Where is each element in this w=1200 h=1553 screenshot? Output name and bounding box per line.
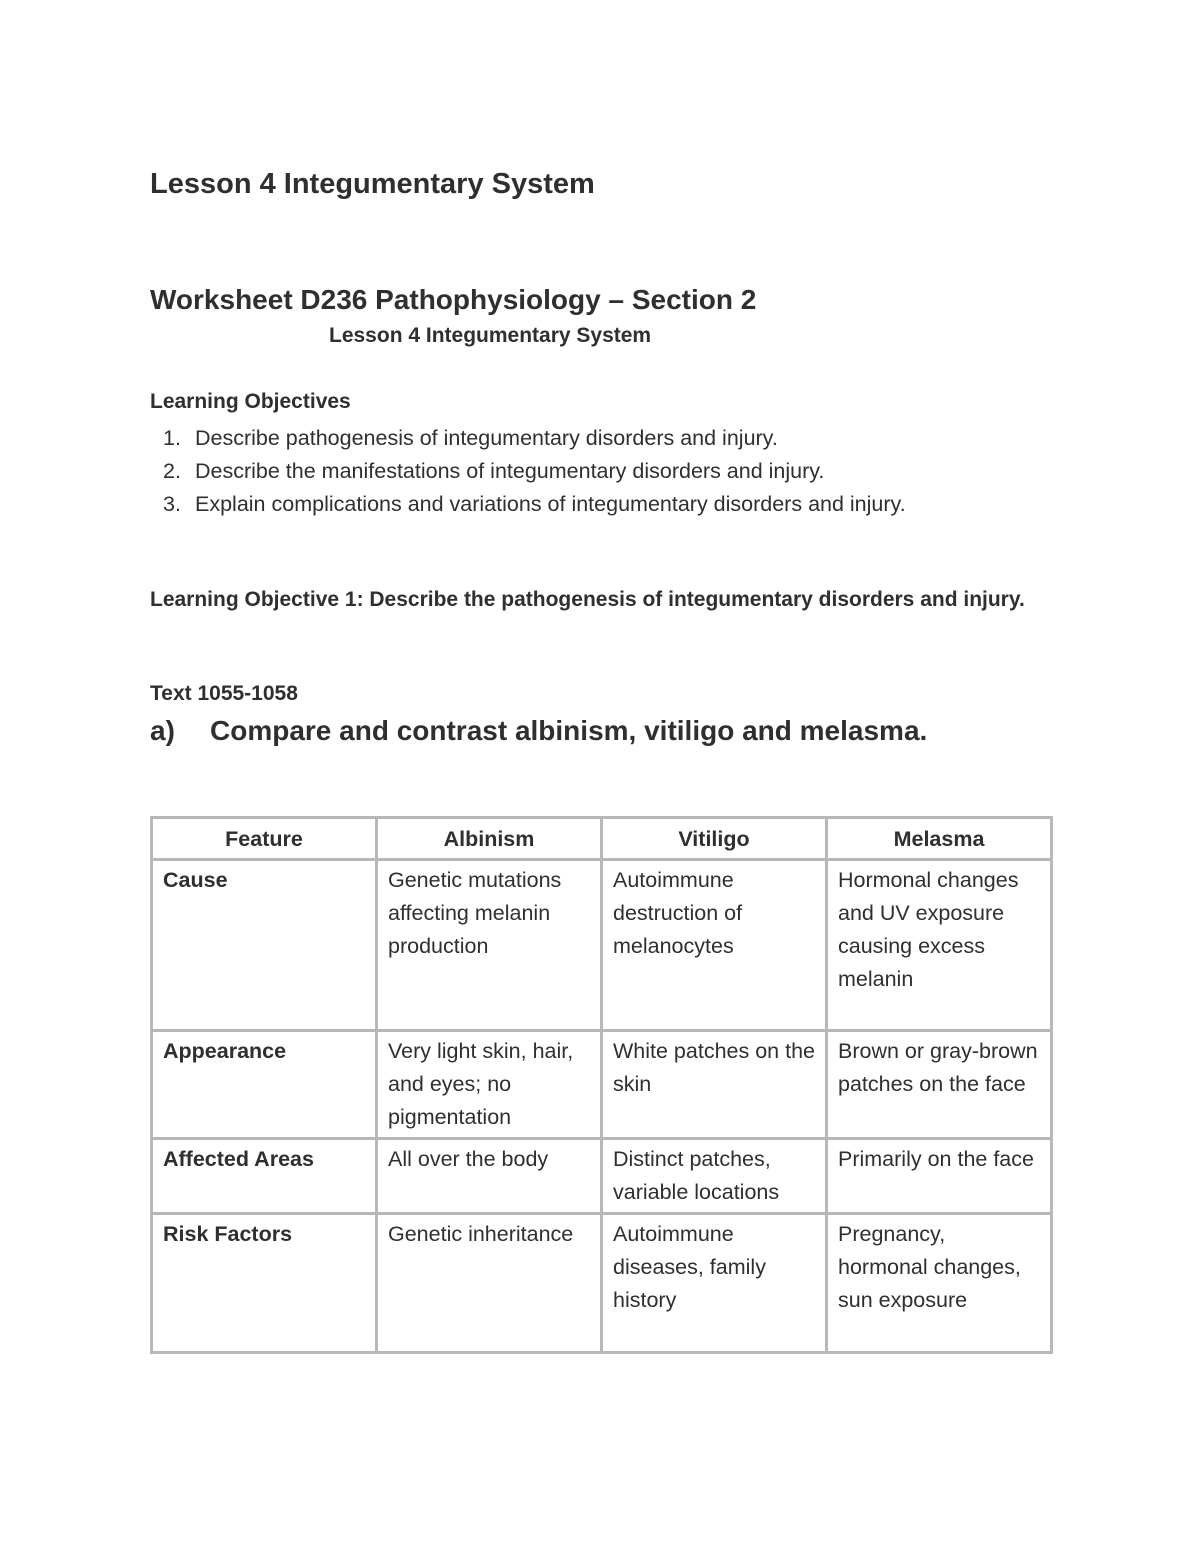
question-text: Compare and contrast albinism, vitiligo and melasma. [210,715,928,746]
table-header-row [152,818,1052,860]
table-cell: Genetic inheritance [377,1214,602,1353]
feature-cell: Affected Areas [152,1139,377,1214]
list-item-number: 3. [163,492,181,516]
list-item-text: Explain complications and variations of integumentary disorders and injury. [195,492,906,516]
table-cell: White patches on the skin [602,1031,827,1139]
column-header-feature: Feature [152,818,377,860]
list-item-text: Describe pathogenesis of integumentary disorders and injury. [195,426,778,450]
learning-objectives-list [150,422,1010,521]
worksheet-title: Worksheet D236 Pathophysiology – Section 2 [150,284,757,315]
table-cell: Autoimmune destruction of melanocytes [602,860,827,1031]
question-label: a) [150,715,175,746]
feature-cell: Cause [152,860,377,1031]
list-item [150,422,1010,455]
column-header-vitiligo: Vitiligo [602,818,827,860]
list-item-text: Describe the manifestations of integumentary disorders and injury. [195,459,825,483]
table-cell: Pregnancy, hormonal changes, sun exposure [827,1214,1052,1353]
table-cell: Hormonal changes and UV exposure causing excess melanin [827,860,1052,1031]
table-row [152,1031,1052,1139]
text-reference: Text 1055-1058 [150,682,298,705]
column-header-melasma: Melasma [827,818,1052,860]
table-cell: Autoimmune diseases, family history [602,1214,827,1353]
document-title: Lesson 4 Integumentary System [150,168,595,200]
comparison-table [150,816,1053,1354]
table-row [152,1214,1052,1353]
learning-objectives-heading: Learning Objectives [150,390,351,413]
worksheet-subtitle: Lesson 4 Integumentary System [329,324,652,347]
list-item-number: 1. [163,426,181,450]
table-row [152,860,1052,1031]
column-header-albinism: Albinism [377,818,602,860]
list-item [150,488,1010,521]
table-row [152,1139,1052,1214]
table-cell: Brown or gray-brown patches on the face [827,1031,1052,1139]
table-cell: Genetic mutations affecting melanin production [377,860,602,1031]
table-cell: Distinct patches, variable locations [602,1139,827,1214]
question-a [150,715,927,747]
list-item-number: 2. [163,459,181,483]
table-cell: Very light skin, hair, and eyes; no pigmentation [377,1031,602,1139]
table-cell: Primarily on the face [827,1139,1052,1214]
table-cell: All over the body [377,1139,602,1214]
feature-cell: Risk Factors [152,1214,377,1353]
list-item [150,455,1010,488]
feature-cell: Appearance [152,1031,377,1139]
learning-objective-1-heading: Learning Objective 1: Describe the pathogenesis of integumentary disorders and injury. [150,588,1025,611]
